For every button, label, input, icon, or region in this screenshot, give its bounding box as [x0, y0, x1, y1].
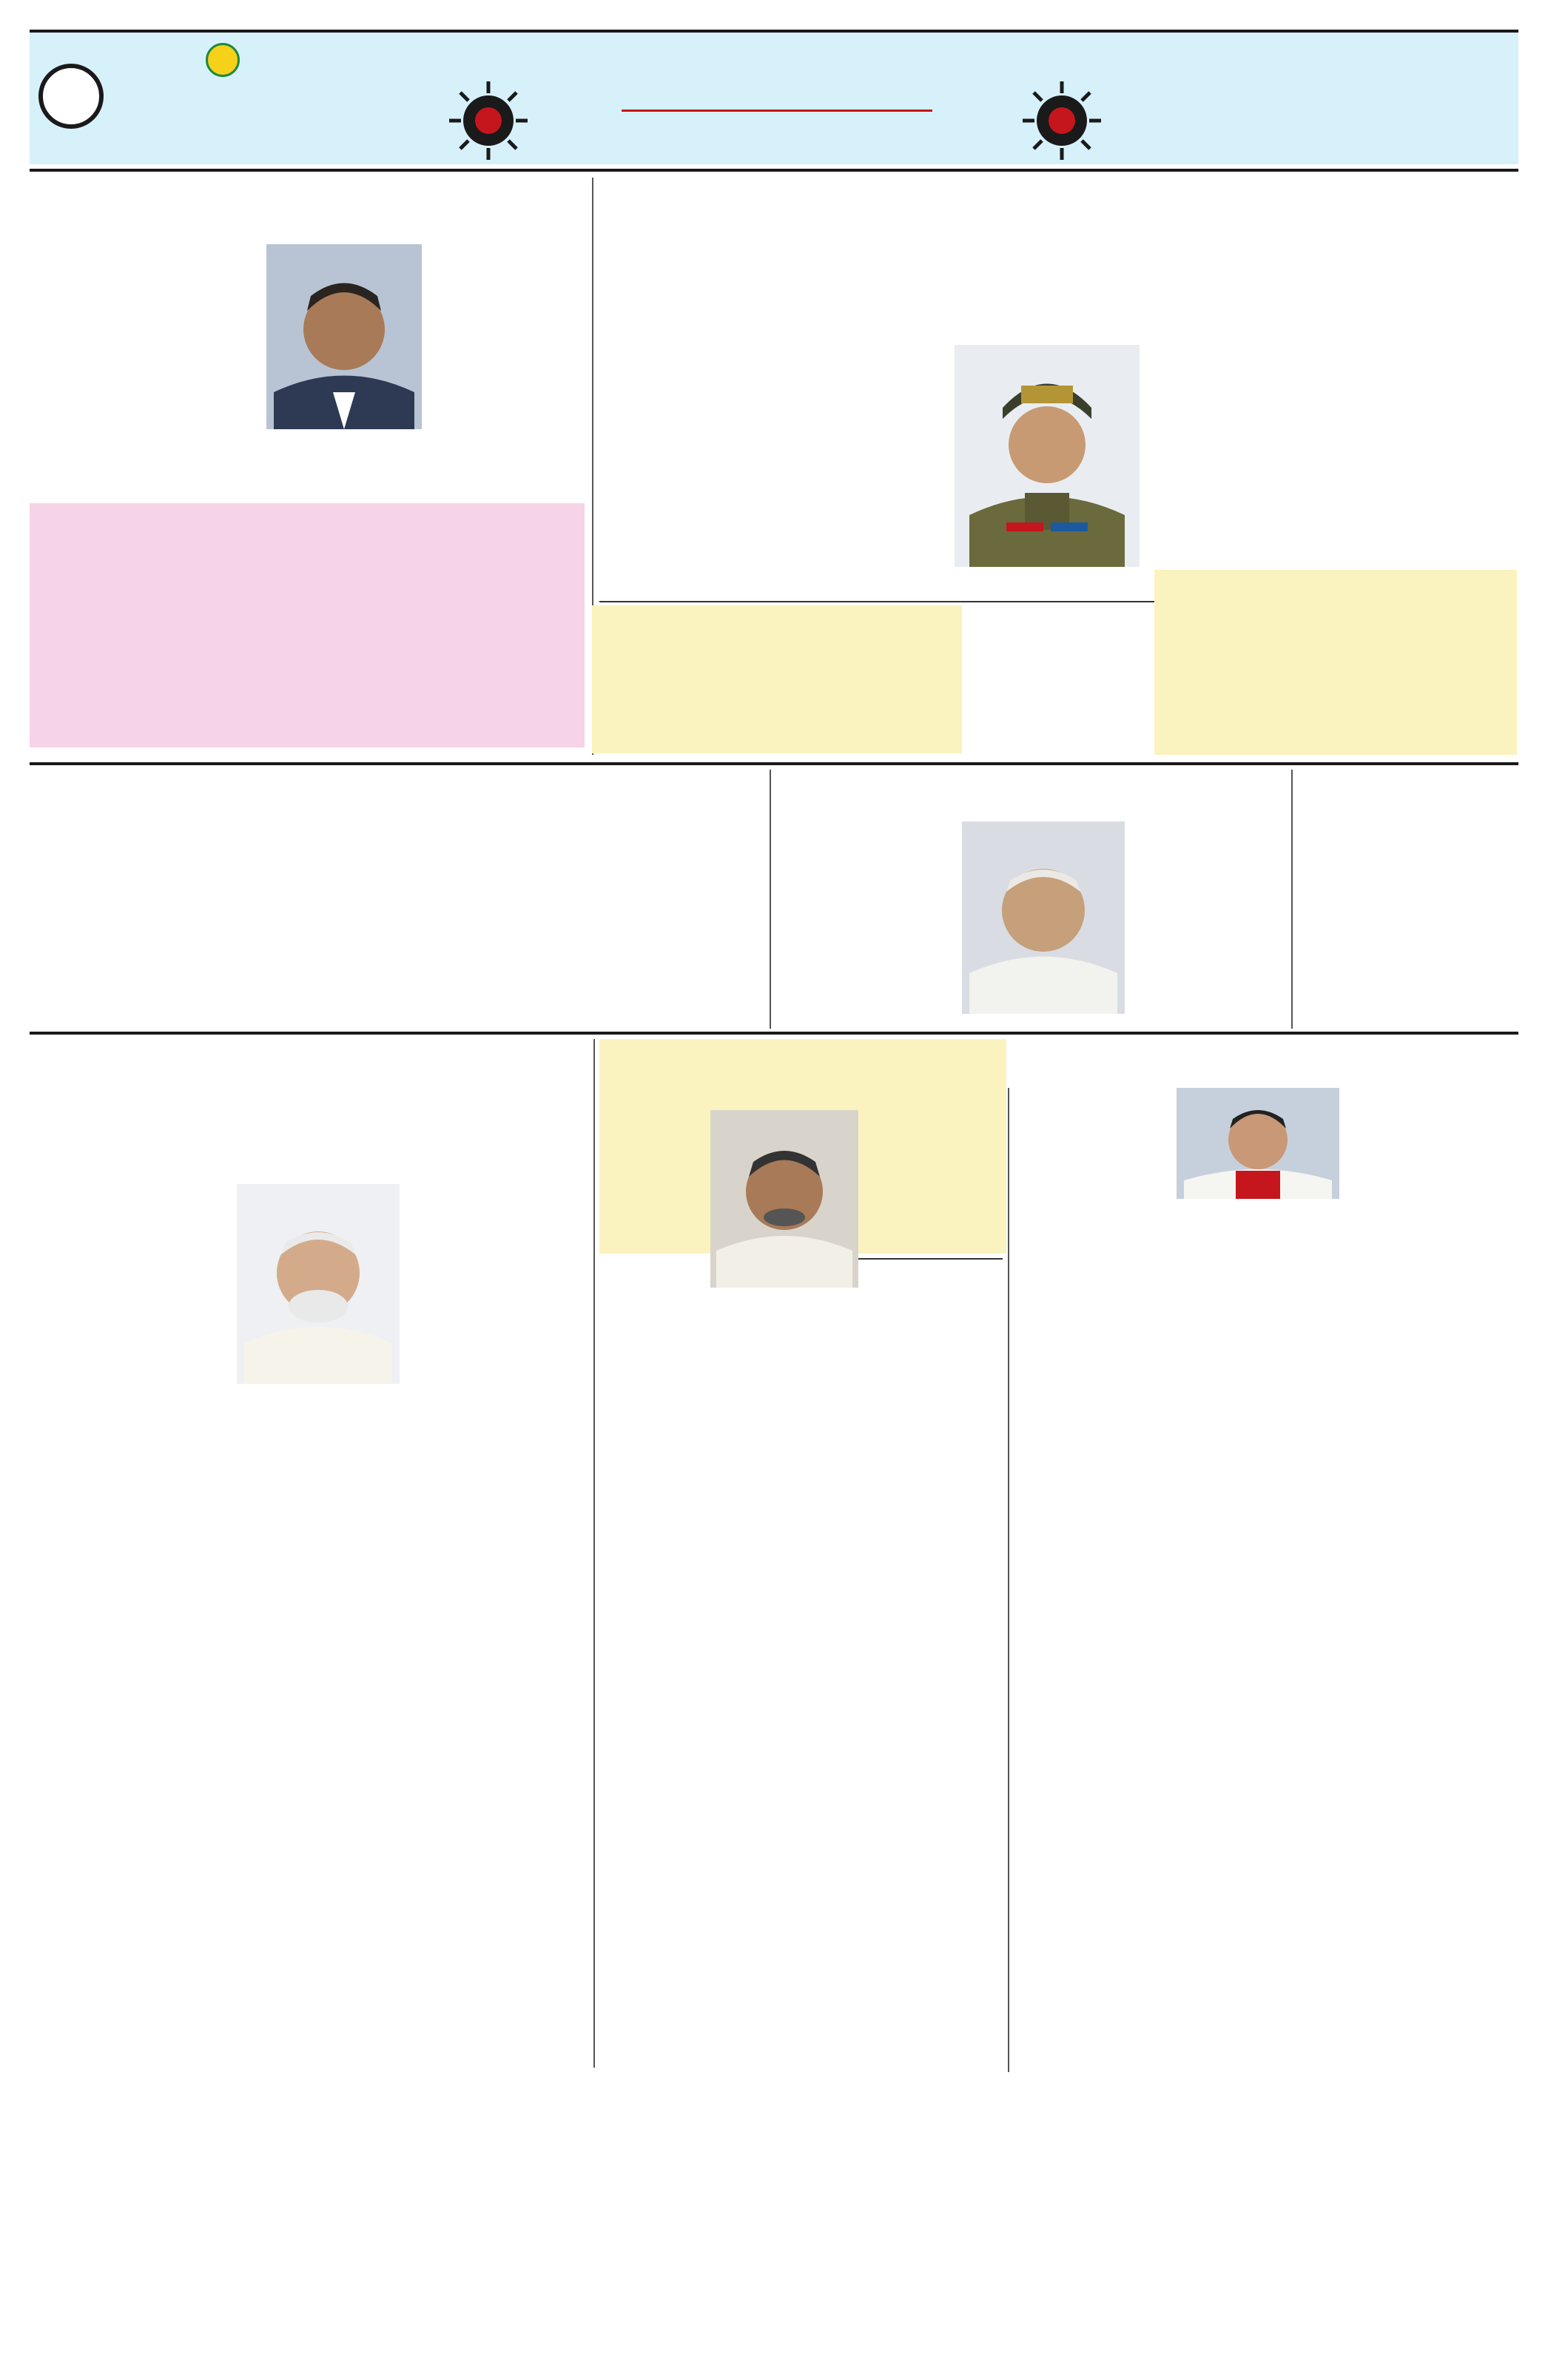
section-underline	[622, 110, 932, 112]
brand-logo	[118, 43, 318, 154]
photo-dgp	[955, 345, 1140, 567]
photo-rajnath-image	[962, 821, 1125, 1014]
page-number-badge	[38, 64, 104, 129]
body-ied	[601, 642, 956, 750]
sun-ornament-icon	[448, 80, 529, 161]
body-bodyfound	[1162, 605, 1510, 750]
body-rajnath	[1132, 821, 1284, 1021]
body-modi-right	[411, 1184, 585, 2065]
row-rule	[30, 762, 1518, 765]
body-quake	[1302, 799, 1517, 1021]
photo-rajnath	[962, 821, 1125, 1014]
photo-akhilesh-image	[1177, 1088, 1339, 1199]
column-divider	[770, 770, 771, 1029]
body-baghel-bottom	[710, 1295, 858, 2065]
body-modi-under	[237, 1391, 400, 2065]
photo-modi	[237, 1184, 400, 1384]
photo-akhilesh	[1177, 1088, 1339, 1199]
brand-badge-icon	[206, 43, 240, 77]
body-buxar	[30, 821, 762, 1021]
photo-baghel	[710, 1110, 858, 1288]
photo-modi-image	[237, 1184, 400, 1384]
body-akhilesh	[1014, 1206, 1339, 2065]
masthead-rule	[30, 169, 1518, 172]
photo-baghel-image	[710, 1110, 858, 1288]
photo-rajan	[266, 244, 422, 429]
body-drugs-tail	[969, 605, 1147, 750]
column-divider	[1008, 1088, 1009, 2072]
body-baghel-left	[603, 1080, 703, 2065]
sun-ornament-icon	[1021, 80, 1103, 161]
body-modi-left	[30, 1184, 226, 2065]
body-akhilesh-right	[1347, 1088, 1517, 2065]
photo-dgp-image	[955, 345, 1140, 567]
body-drugs	[1154, 340, 1517, 607]
row-rule	[30, 1032, 1518, 1035]
photo-rajan-image	[266, 244, 422, 429]
body-drugs-cont	[599, 340, 940, 592]
column-divider	[593, 1039, 595, 2068]
body-rajnath-cont	[777, 821, 951, 1021]
body-baghel-right	[866, 1080, 1003, 2065]
explainer-body	[44, 548, 570, 740]
column-divider	[1291, 770, 1293, 1029]
body-rajan-left	[30, 244, 252, 496]
